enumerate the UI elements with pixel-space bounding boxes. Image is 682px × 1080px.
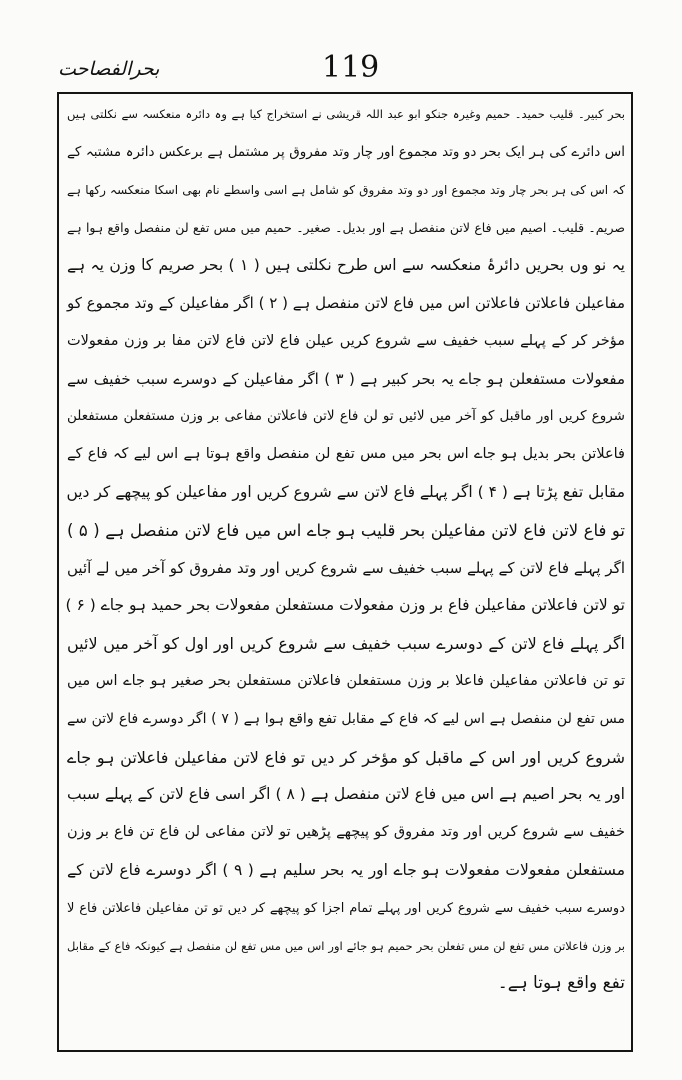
text-line: اور یہ بحر اصیم ہے اس میں فاع لاتن منفصل ہے ( ۸ ) اگر اسی فاع لاتن کے پہلے سبب xyxy=(67,785,625,804)
text-line: کہ اس کی ہر بحر چار وتد مجموع اور دو وتد مفروق کو شامل ہے اسی واسطے نام بھی اسکا منعکسہ رکھا ہے xyxy=(67,182,625,197)
text-line: مؤخر کر کے پہلے سبب خفیف سے شروع کریں عیلن فاع لاتن فاع لاتن مفا بر وزن مفعولات xyxy=(67,332,625,349)
text-line: دوسرے سبب خفیف سے شروع کریں اور پہلے تمام اجزا کو پیچھے کر دیں تو تن مفاعیلن فاعلاتن فاع لا xyxy=(67,900,625,916)
text-line: شروع کریں اور ماقبل کو آخر میں لائیں تو لن فاع لاتن فاعلاتن مفاعی بر وزن مستفعلن مستفعلن xyxy=(67,408,625,425)
text-frame xyxy=(57,92,633,1052)
text-line: بحر کبیر۔ قلیب حمید۔ حمیم وغیرہ جنکو ابو عبد اللہ قریشی نے استخراج کیا ہے وہ دائرہ منعکسہ سے نکلتی ہیں xyxy=(67,107,625,121)
text-line: بر وزن فاعلاتن مس تفع لن مس تفعلن بحر حمیم ہو جائے اور اس میں مس تفع لن منفصل ہے کیونکہ فاع کے مقابل xyxy=(67,938,625,953)
running-title: بحرالفصاحت xyxy=(58,58,160,80)
text-line: اگر پہلے فاع لاتن کے دوسرے سبب خفیف سے شروع کریں اور اول کو آخر میں لائیں xyxy=(67,634,625,654)
text-line: تو فاع لاتن فاع لاتن مفاعیلن بحر قلیب ہو جاے اس میں فاع لاتن منفصل ہے ( ۵ ) xyxy=(67,520,625,540)
text-line: تو لاتن فاعلاتن مفاعیلن فاع بر وزن مفعولات مستفعلن مفعولات بحر حمید ہو جاے ( ۶ ) xyxy=(65,596,625,615)
text-line: مستفعلن مفعولات مفعولات ہو جاے اور یہ بحر سلیم ہے ( ۹ ) اگر دوسرے فاع لاتن کے xyxy=(67,860,625,879)
text-line: مس تفع لن منفصل ہے اس لیے کہ فاع کے مقابل تفع واقع ہوا ہے ( ۷ ) اگر دوسرے فاع لاتن سے xyxy=(67,710,625,727)
text-line: مفعولات مستفعلن ہو جاے یہ بحر کبیر ہے ( ۳ ) اگر مفاعیلن کے دوسرے سبب خفیف سے xyxy=(67,369,626,388)
text-line: مقابل تفع پڑتا ہے ( ۴ ) اگر پہلے فاع لاتن سے شروع کریں اور مفاعیلن کو پیچھے کر دیں xyxy=(66,482,625,501)
text-line: مفاعیلن فاعلاتن فاعلاتن اس میں فاع لاتن منفصل ہے ( ۲ ) اگر مفاعیلن کے وتد مجموع کو xyxy=(67,293,625,312)
text-line: صریم۔ قلیب۔ اصیم میں فاع لاتن منفصل ہے اور بدیل۔ صغیر۔ حمیم میں مس تفع لن منفصل واقع ہوا ہے xyxy=(67,220,625,236)
text-line: یہ نو وں بحریں دائرۂ منعکسہ سے اس طرح نکلتی ہیں ( ۱ ) بحر صریم کا وزن یہ ہے xyxy=(67,256,625,275)
text-line: خفیف سے شروع کریں اور وتد مفروق کو پیچھے پڑھیں تو لاتن مفاعی لن فاع تن فاع بر وزن xyxy=(67,824,625,841)
text-line: فاعلاتن بحر بدیل ہو جاے اس بحر میں مس تفع لن منفصل واقع ہوتا ہے اس لیے کہ فاع کے xyxy=(67,446,625,463)
body-text xyxy=(67,96,625,1003)
page-number: 119 xyxy=(322,50,380,85)
text-line: شروع کریں اور اس کے ماقبل کو مؤخر کر دیں تو فاع لاتن مفاعیلن فاعلاتن ہو جاے xyxy=(67,747,625,767)
text-line: اس دائرے کی ہر ایک بحر دو وتد مجموع اور چار وتد مفروق پر مشتمل ہے برعکس دائرہ مشتبہ کے xyxy=(67,143,625,160)
text-line: اگر پہلے فاع لاتن کے پہلے سبب خفیف سے شروع کریں اور وتد مفروق کو آخر میں لے آئیں xyxy=(67,558,625,577)
text-line: تفع واقع ہوتا ہے۔ xyxy=(497,973,625,994)
text-line: تو تن فاعلاتن مفاعیلن فاعلا بر وزن مستفعلن فاعلاتن مستفعلن بحر صغیر ہو جاے اس میں xyxy=(67,672,625,689)
